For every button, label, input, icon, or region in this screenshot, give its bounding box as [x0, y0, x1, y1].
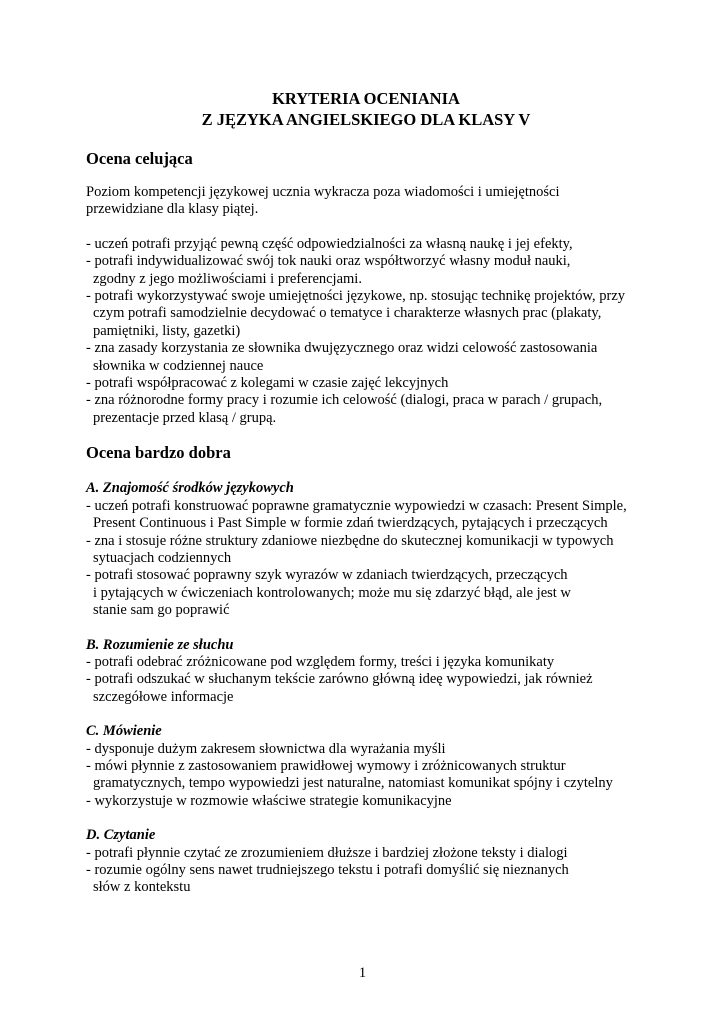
list-item: - potrafi wykorzystywać swoje umiejętności językowe, np. stosując technikę projektów, przy czym potrafi samodzielnie decydować o tematyce i charakterze własnych prac (plakaty, pamiętniki, listy, gazetki) — [86, 288, 626, 339]
celujaca-list — [86, 236, 646, 427]
document-title-line-1: KRYTERIA OCENIANIA — [272, 89, 460, 108]
subsection-a — [86, 480, 646, 619]
list-item: - zna różnorodne formy pracy i rozumie ich celowość (dialogi, praca w parach / grupach, prezentacje przed klasą / grupą. — [86, 392, 603, 426]
list-item: - potrafi odebrać zróżnicowane pod względem formy, treści i języka komunikaty — [86, 653, 555, 670]
list-item: - zna zasady korzystania ze słownika dwujęzycznego oraz widzi celowość zastosowania słownika w codziennej nauce — [86, 340, 598, 374]
list-item: - mówi płynnie z zastosowaniem prawidłowej wymowy i zróżnicowanych struktur gramatycznych, tempo wypowiedzi jest naturalne, natomiast komunikat spójny i czytelny — [86, 757, 613, 792]
list-item: - dysponuje dużym zakresem słownictwa dla wyrażania myśli — [86, 740, 446, 757]
document-page — [86, 88, 646, 897]
list-item: - wykorzystuje w rozmowie właściwe strategie komunikacyjne — [86, 792, 452, 809]
subsection-title: A. Znajomość środków językowych — [86, 480, 294, 497]
subsection-d — [86, 827, 646, 897]
page-number: 1 — [358, 965, 367, 981]
list-item: - uczeń potrafi konstruować poprawne gramatycznie wypowiedzi w czasach: Present Simple, Present Continuous i Past Simple w formie zdań twierdzących, pytających i przeczących — [86, 497, 627, 532]
subsection-b — [86, 637, 646, 707]
list-item: - potrafi indywidualizować swój tok nauki oraz współtworzyć własny moduł nauki, zgodny z jego możliwościami i preferencjami. — [86, 253, 571, 287]
list-item: - zna i stosuje różne struktury zdaniowe niezbędne do skutecznej komunikacji w typowych sytuacjach codziennych — [86, 532, 614, 566]
list-item: - rozumie ogólny sens nawet trudniejszego tekstu i potrafi domyślić się nieznanych słów z kontekstu — [86, 862, 569, 896]
subsection-title: B. Rozumienie ze słuchu — [86, 636, 234, 653]
list-item: - potrafi płynnie czytać ze zrozumieniem dłuższe i bardziej złożone teksty i dialogi — [86, 844, 568, 861]
list-item: - potrafi współpracować z kolegami w czasie zajęć lekcyjnych — [86, 375, 449, 392]
list-item: - potrafi stosować poprawny szyk wyrazów w zdaniach twierdzących, przeczących i pytających w ćwiczeniach kontrolowanych; może mu się zdarzyć błąd, ale jest w stanie sam go poprawić — [86, 567, 571, 619]
celujaca-intro: Poziom kompetencji językowej ucznia wykracza poza wiadomości i umiejętności przewidziane dla klasy piątej. — [86, 184, 560, 218]
list-item: - uczeń potrafi przyjąć pewną część odpowiedzialności za własną naukę i jej efekty, — [86, 235, 573, 252]
subsection-title: D. Czytanie — [86, 827, 156, 844]
subsection-title: C. Mówienie — [86, 723, 162, 740]
list-item: - potrafi odszukać w słuchanym tekście zarówno główną ideę wypowiedzi, jak również szczegółowe informacje — [86, 671, 593, 705]
document-title-line-2: Z JĘZYKA ANGIELSKIEGO DLA KLASY V — [201, 110, 531, 129]
section-heading-bardzo-dobra: Ocena bardzo dobra — [86, 443, 231, 463]
section-heading-celujaca: Ocena celująca — [86, 149, 193, 168]
subsection-c — [86, 723, 646, 810]
document-title — [86, 88, 646, 130]
